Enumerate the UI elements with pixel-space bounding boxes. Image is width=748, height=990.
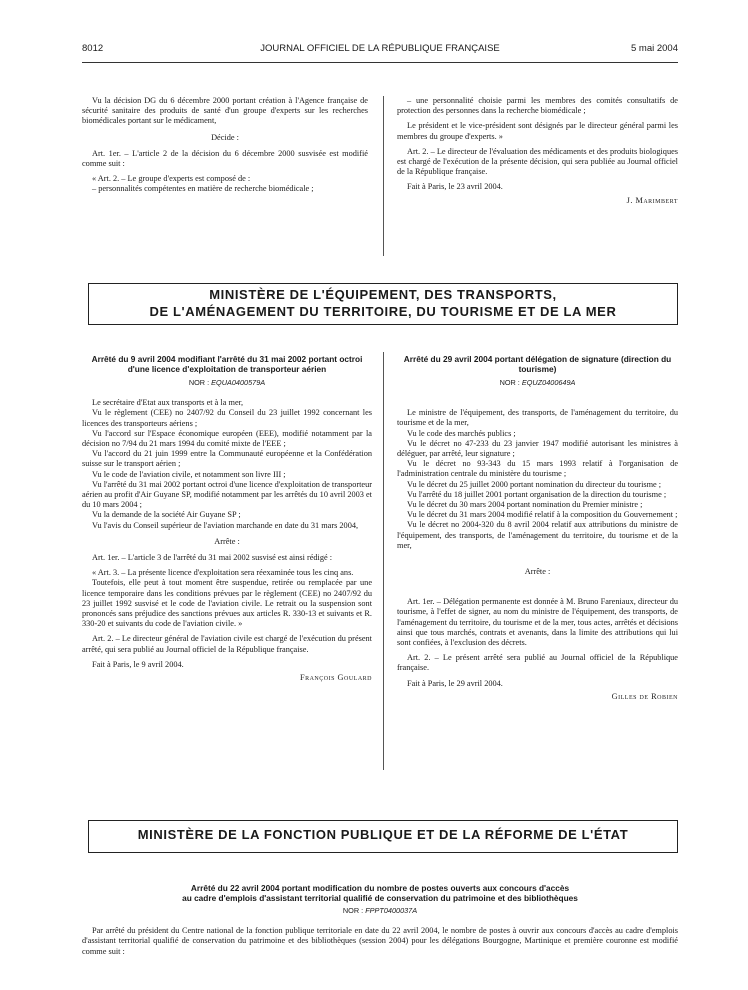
paragraph: Toutefois, elle peut à tout moment être suspendue, retirée ou remplacée par une licence temporaire dans les conditions prévues par le règlement (CEE) no 2407/92 du 23 juillet 1992 susvisé et le code de l'aviation civile. Le retrait ou la suspension sont prononcés sans préjudice des sanctions prévues aux articles R. 330-13 et suivants et R. 330-20 et suivants du code de l'aviation civile. » [82, 578, 372, 629]
article-2: Art. 2. – Le directeur général de l'aviation civile est chargé de l'exécution du présent arrêté, qui sera publié au Journal officiel de la République française. [82, 634, 372, 654]
list-item: – une personnalité choisie parmi les membres des comités consultatifs de protection des personnes dans la recherche biomédicale ; [397, 96, 678, 116]
article-1: Art. 1er. – L'article 3 de l'arrêté du 31 mai 2002 susvisé est ainsi rédigé : [92, 553, 333, 563]
nor-code: EQUZ0400649A [521, 378, 576, 387]
arrete-heading: Arrête : [214, 536, 240, 546]
ministry-title-line-1: MINISTÈRE DE LA FONCTION PUBLIQUE ET DE LA RÉFORME DE L'ÉTAT [137, 827, 629, 842]
journal-title: JOURNAL OFFICIEL DE LA RÉPUBLIQUE FRANÇAISE [260, 43, 500, 54]
quote-article-2: « Art. 2. – Le groupe d'experts est composé de : [92, 174, 251, 184]
article-3-quote: « Art. 3. – La présente licence d'exploitation sera réexaminée tous les cinq ans. [92, 568, 354, 578]
page-number: 8012 [82, 43, 104, 54]
article-title: Arrêté du 9 avril 2004 modifiant l'arrêté du 31 mai 2002 portant octroi d'une licence d'exploitation de transporteur aérien [91, 354, 363, 374]
left-article [82, 354, 372, 683]
paragraph: Vu le règlement (CEE) no 2407/92 du Conseil du 23 juillet 1992 concernant les licences des transporteurs aériens ; [82, 408, 372, 428]
paragraph: Le ministre de l'équipement, des transports, de l'aménagement du territoire, du tourisme et de la mer, [397, 408, 678, 428]
ministry-banner-equipement [88, 283, 678, 325]
ministry-title-line-2: DE L'AMÉNAGEMENT DU TERRITOIRE, DU TOURISME ET DE LA MER [149, 304, 617, 319]
paragraph: Vu la demande de la société Air Guyane SP ; [92, 510, 241, 520]
article-2: Art. 2. – Le présent arrêté sera publié au Journal officiel de la République française. [397, 653, 678, 673]
paragraph: Vu l'arrêté du 18 juillet 2001 portant organisation de la direction du tourisme ; [407, 489, 667, 499]
bottom-article [82, 883, 678, 957]
nor-code: EQUA0400579A [211, 378, 266, 387]
paragraph: Vu le code des marchés publics ; [407, 428, 516, 438]
signature: J. Marimbert [626, 195, 678, 205]
article-title-line-1: Arrêté du 22 avril 2004 portant modification du nombre de postes ouverts aux concours d'accès [190, 883, 570, 893]
paragraph: Vu le décret no 2004-320 du 8 avril 2004 relatif aux attributions du ministre de l'équipement, des transports, de l'aménagement du territoire, du tourisme et de la mer, [397, 520, 678, 550]
paragraph: Vu le décret du 31 mars 2004 modifié relatif à la composition du Gouvernement ; [407, 510, 678, 520]
page-header [82, 43, 678, 57]
column-divider [383, 96, 384, 256]
nor-line [82, 378, 372, 388]
paragraph: Vu l'arrêté du 31 mai 2002 portant octroi d'une licence d'exploitation de transporteur aérien au profit d'Air Guyane SP, modifié notamment par les arrêtés du 10 avril 2003 et du 10 mars 2004 ; [82, 479, 372, 510]
paragraph: Le président et le vice-président sont désignés par le directeur général parmi les membres du groupe d'experts. » [397, 121, 678, 141]
paragraph: Le secrétaire d'Etat aux transports et à la mer, [92, 398, 244, 408]
top-right-column [397, 96, 678, 206]
done-at: Fait à Paris, le 23 avril 2004. [407, 182, 503, 192]
paragraph: Vu l'accord du 21 juin 1999 entre la Communauté européenne et la Confédération suisse sur le transport aérien ; [82, 449, 372, 469]
top-left-column [82, 96, 368, 195]
paragraph: Vu la décision DG du 6 décembre 2000 portant création à l'Agence française de sécurité sanitaire des produits de santé d'un groupe d'experts sur les recherches biomédicales portant sur le médicament, [82, 96, 368, 126]
nor-label: NOR : [188, 378, 210, 387]
right-article [397, 354, 678, 702]
column-divider [383, 352, 384, 770]
nor-line [397, 378, 678, 388]
paragraph: Par arrêté du président du Centre national de la fonction publique territoriale en date du 22 avril 2004, le nombre de postes à ouvrir aux concours d'accès au cadre d'emplois d'assistant territorial qualifié de conservation du patrimoine et des bibliothèques (session 2004) pour les délégations Bourgogne, Martinique et première couronne est modifié comme suit : [82, 926, 678, 956]
paragraph: Vu le décret du 30 mars 2004 portant nomination du Premier ministre ; [407, 500, 643, 510]
paragraph: Vu l'avis du Conseil supérieur de l'aviation marchande en date du 31 mars 2004, [92, 520, 359, 530]
paragraph: Vu le code de l'aviation civile, et notamment son livre III ; [92, 469, 286, 479]
decide-heading: Décide : [211, 132, 239, 142]
article-1: Art. 1er. – L'article 2 de la décision du 6 décembre 2000 susvisée est modifié comme suit : [82, 148, 368, 169]
arrete-heading: Arrête : [524, 567, 551, 577]
signature: Gilles de Robien [611, 691, 678, 701]
done-at: Fait à Paris, le 29 avril 2004. [407, 678, 503, 688]
done-at: Fait à Paris, le 9 avril 2004. [92, 659, 184, 669]
issue-date: 5 mai 2004 [630, 43, 678, 54]
nor-label: NOR : [499, 378, 520, 387]
article-title-line-2: au cadre d'emplois d'assistant territorial qualifié de conservation du patrimoine et des bibliothèques [182, 893, 578, 903]
paragraph: Vu le décret du 25 juillet 2000 portant nomination du directeur du tourisme ; [407, 479, 662, 489]
nor-code: FPPT0400037A [365, 906, 418, 915]
paragraph: Vu le décret no 47-233 du 23 janvier 1947 modifié autorisant les ministres à déléguer, par arrêté, leur signature ; [397, 438, 678, 459]
list-item: – personnalités compétentes en matière de recherche biomédicale ; [92, 184, 314, 194]
paragraph: Vu le décret no 93-343 du 15 mars 1993 relatif à l'organisation de l'administration centrale du ministère du tourisme ; [397, 459, 678, 479]
header-rule [82, 62, 678, 63]
article-1: Art. 1er. – Délégation permanente est donnée à M. Bruno Fareniaux, directeur du tourisme, à l'effet de signer, au nom du ministre de l'équipement, des transports, de l'aménagement du territoire, du tourisme et de la mer, tous actes, arrêtés et décisions ainsi que tous marchés, contrats et avenants, dans la limite des attributions qui lui sont confiées, à l'exclusion des décrets. [397, 597, 678, 648]
article-2: Art. 2. – Le directeur de l'évaluation des médicaments et des produits biologiques est chargé de l'exécution de la présente décision, qui sera publiée au Journal officiel de la République française. [397, 146, 678, 177]
nor-label: NOR : [342, 906, 364, 915]
ministry-title-line-1: MINISTÈRE DE L'ÉQUIPEMENT, DES TRANSPORTS, [209, 287, 557, 302]
signature: François Goulard [299, 673, 372, 683]
nor-line [82, 906, 678, 916]
article-title: Arrêté du 29 avril 2004 portant délégation de signature (direction du tourisme) [403, 354, 672, 374]
paragraph: Vu l'accord sur l'Espace économique européen (EEE), modifié notamment par la décision no 7/94 du 21 mars 1994 du comité mixte de l'EEE ; [82, 428, 372, 449]
ministry-banner-fonction-publique [88, 820, 678, 853]
